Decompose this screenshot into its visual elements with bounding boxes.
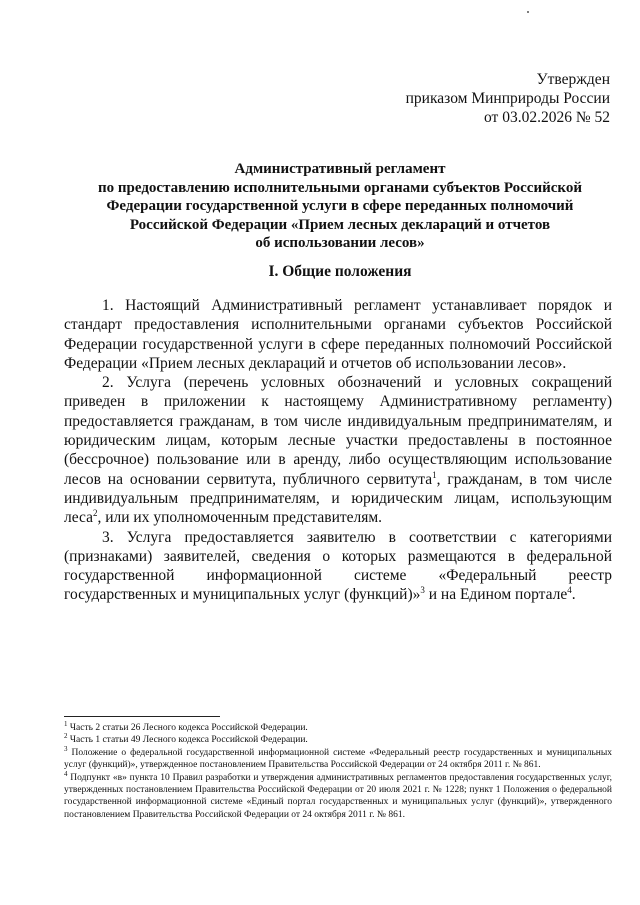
footnote-3-text: Положение о федеральной государственной информационной системе «Федеральный реестр государственных и муниципальных услуг (функций)», утвержденное постановлением Правительства Российской Федерации от 24 октября 2011 г. № 861.	[64, 747, 612, 771]
paragraph-2-text-a: 2. Услуга (перечень условных обозначений и условных сокращений приведен в приложении к настоящему Административному регламенту) предоставляется гражданам, в том числе индивидуальным предпринимателям, и юридическим лицам, которым лесные участки предоставлены в постоянное (бессрочное) пользование или в аренду, либо осуществляющим использование лесов на основании сервитута, публичного сервитута	[64, 374, 612, 488]
footnote-1	[64, 719, 612, 734]
footnote-2-number: 2	[64, 732, 68, 741]
footnote-4-number: 4	[64, 769, 68, 778]
title-line-3: Федерации государственной услуги в сфере переданных полномочий	[106, 198, 574, 214]
paragraph-3-text-c: .	[571, 586, 576, 604]
footnotes	[64, 719, 612, 821]
footnote-ref-1[interactable]: 1	[432, 469, 437, 480]
approval-stamp	[406, 70, 610, 127]
footnote-4	[64, 769, 612, 822]
footnote-ref-4[interactable]: 4	[567, 585, 572, 596]
title-line-1: Административный регламент	[234, 161, 446, 177]
body-text	[64, 296, 612, 605]
paragraph-3-text-a: 3. Услуга предоставляется заявителю в соответствии с категориями (признаками) заявителей, сведения о которых размещаются в федеральной государственной информационной системе «Федеральный реестр государственных и муниципальных услуг (функций)»	[64, 528, 612, 604]
title-line-2: по предоставлению исполнительными органами субъектов Российской	[97, 179, 582, 196]
footnote-3	[64, 744, 612, 772]
footnote-2-text: Часть 1 статьи 49 Лесного кодекса Российской Федерации.	[67, 735, 308, 746]
approval-line-1: Утвержден	[536, 71, 610, 88]
paragraph-2-text-c: , или их уполномоченным представителям.	[97, 509, 383, 527]
scan-speck	[527, 11, 529, 13]
footnote-1-number: 1	[64, 719, 68, 728]
footnote-4-text: Подпункт «в» пункта 10 Правил разработки и утверждения административных регламентов предоставления государственных услуг, утвержденных постановлением Правительства Российской Федерации от 20 июля 2021 г. № 1228; пункт 1 Положения о федеральной государственной информационной системе «Единый портал государственных и муниципальных услуг (функций)», утвержденного постановлением Правительства Российской Федерации от 24 октября 2011 г. № 861.	[64, 772, 612, 820]
section-heading: I. Общие положения	[268, 263, 412, 280]
paragraph-3-text-b: и на Едином портале	[424, 586, 568, 604]
title-line-4: Российской Федерации «Прием лесных деклараций и отчетов	[129, 216, 551, 233]
paragraph-1	[64, 296, 612, 373]
footnote-divider	[64, 716, 220, 717]
approval-line-2: приказом Минприроды России	[405, 90, 610, 107]
footnote-3-number: 3	[64, 744, 68, 753]
title-line-5: об использовании лесов»	[255, 235, 425, 251]
footnote-ref-3[interactable]: 3	[420, 585, 425, 596]
footnote-ref-2[interactable]: 2	[92, 508, 98, 519]
paragraph-1-text: 1. Настоящий Административный регламент устанавливает порядок и стандарт предоставления исполнительными органами субъектов Российской Федерации государственной услуги в сфере переданных полномочий Российской Федерации «Прием лесных деклараций и отчетов об использовании лесов».	[64, 297, 612, 372]
footnote-1-text: Часть 2 статьи 26 Лесного кодекса Российской Федерации.	[67, 723, 308, 733]
document-title	[60, 160, 620, 253]
approval-line-3: от 03.02.2026 № 52	[484, 109, 610, 126]
paragraph-3	[64, 528, 612, 605]
paragraph-2	[64, 373, 612, 527]
footnote-2	[64, 734, 612, 746]
paragraph-2-text-b: , гражданам, в том числе индивидуальным предпринимателям, и юридическим лицам, использующим леса	[64, 470, 612, 527]
